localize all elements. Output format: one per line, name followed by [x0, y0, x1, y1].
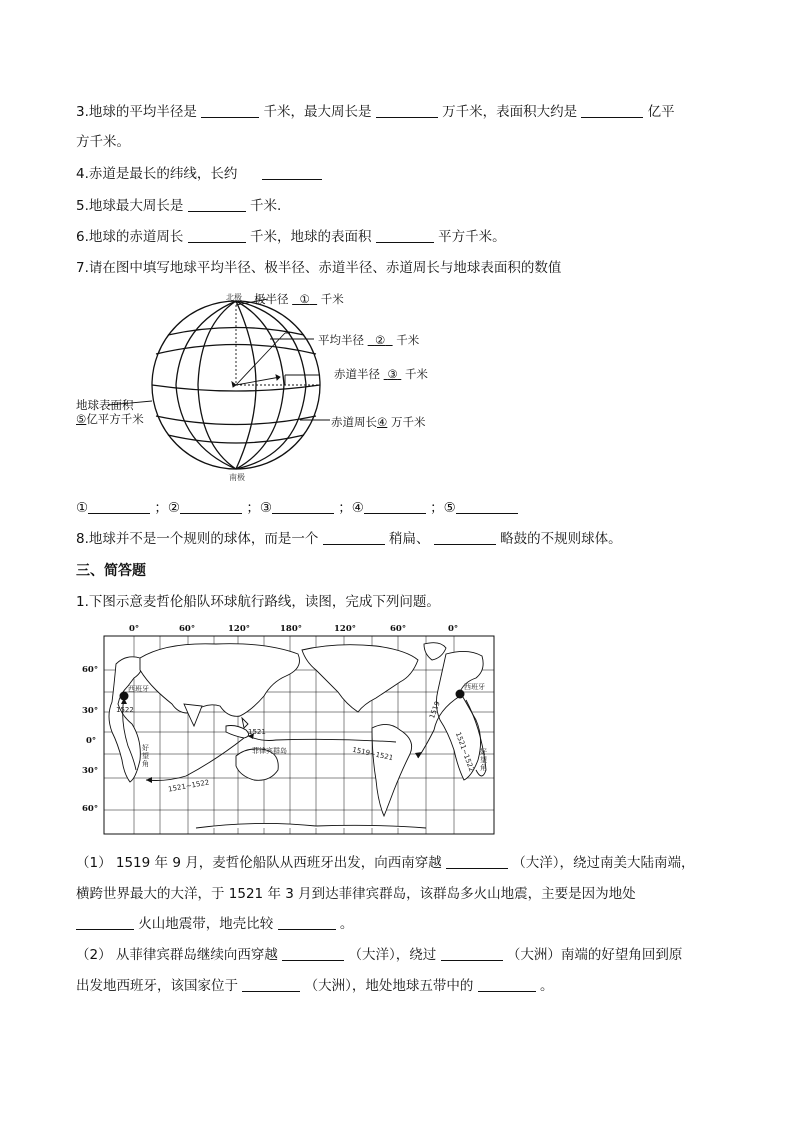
text-map-route3: 1521~1522 — [453, 731, 476, 773]
subquestion-1-line-1 — [76, 853, 724, 873]
text-globe-eqc_num: ④ — [377, 415, 388, 429]
text-map-top_lons-1: 60° — [179, 624, 196, 634]
subquestion-2-line-1 — [76, 945, 724, 965]
text-p2-f: 。 — [539, 978, 554, 994]
text-map-top_lons-6: 0° — [448, 624, 459, 634]
text-p2-e: （大洲），地处地球五带中的 — [304, 978, 474, 994]
text-p1-a: （1） 1519 年 9 月，麦哲伦船队从西班牙出发，向西南穿越 — [76, 855, 442, 871]
question-4 — [76, 164, 724, 184]
answer-blank[interactable] — [188, 228, 246, 243]
q6-text-b: 千米，地球的表面积 — [249, 229, 372, 245]
answer-blank[interactable] — [188, 197, 246, 212]
text-p1-d: 火山地震带，地壳比较 — [138, 916, 274, 932]
text-globe-equr_num: ③ — [387, 367, 398, 381]
text-globe-area_num: ⑤ — [76, 412, 87, 426]
equatorial-radius-label — [334, 366, 428, 382]
equator-circumference-label — [331, 414, 425, 430]
globe-diagram — [0, 285, 794, 505]
mean-radius-label — [318, 332, 419, 348]
q3-text-e: 方千米。 — [76, 134, 130, 150]
text-globe-mean: 平均半径 — [318, 333, 364, 347]
text-answers-n5: ⑤ — [443, 500, 456, 516]
q7-text-a: 7.请在图中填写地球平均半径、极半径、赤道半径、赤道周长与地球表面积的数值 — [76, 260, 562, 276]
q4-text-a: 4.赤道是最长的纬线，长约 — [76, 166, 238, 182]
text-globe-polar_unit: 千米 — [320, 292, 344, 306]
text-map-cape_l: 好望角 — [142, 744, 149, 768]
q5-text-b: 千米. — [249, 198, 282, 214]
answer-blank[interactable] — [376, 228, 434, 243]
q3-text-a: 3.地球的平均半径是 — [76, 104, 197, 120]
magellan-route-map — [76, 620, 496, 838]
text-q8-b: 稍扁、 — [388, 531, 430, 547]
text-map-top_lons-5: 60° — [390, 624, 407, 634]
polar-radius-label — [254, 291, 344, 307]
text-q8-c: 略鼓的不规则球体。 — [500, 531, 622, 547]
answer-blank[interactable] — [434, 530, 496, 545]
text-globe-polar: 极半径 — [254, 292, 289, 306]
question-5 — [76, 196, 724, 216]
text-p1-c: 横跨世界最大的大洋，于 1521 年 3 月到达菲律宾群岛，该群岛多火山地震，主要是因为地处 — [76, 886, 636, 902]
text-map-y1519: 1519 — [428, 700, 442, 720]
q5-text-a: 5.地球最大周长是 — [76, 198, 184, 214]
subquestion-1-line-3 — [76, 914, 724, 934]
text-answers-n3: ③ — [259, 500, 272, 516]
text-globe-mean_num: ② — [374, 333, 386, 347]
question-8 — [76, 529, 724, 549]
text-p1-e: 。 — [339, 916, 354, 932]
q3-text-d: 亿平 — [647, 104, 675, 120]
text-map-lats-4: 60° — [82, 804, 99, 814]
text-map-spain_r: 西班牙 — [464, 683, 485, 691]
section-heading: 三、简答题 — [76, 563, 146, 579]
text-map-route2: 1521~1522 — [167, 778, 210, 794]
answer-blank[interactable] — [201, 103, 259, 118]
text-globe-area2: 亿平方千米 — [86, 412, 144, 426]
text-map-lats-2: 0° — [86, 736, 97, 746]
answer-blank[interactable] — [456, 499, 518, 514]
text-map-y1521: 1521 — [248, 728, 266, 736]
text-map-top_lons-2: 120° — [228, 624, 250, 634]
text-globe-eqc_unit: 万千米 — [390, 415, 426, 429]
subquestion-2-line-2 — [76, 976, 724, 996]
text-answers-sep: ； — [154, 500, 168, 516]
text-answers-n1: ① — [76, 500, 89, 516]
text-map-top_lons-4: 120° — [334, 624, 356, 634]
text-globe-equr_unit: 千米 — [404, 367, 428, 381]
subquestion-1-line-2 — [76, 884, 724, 904]
answer-blank[interactable] — [376, 103, 438, 118]
text-answers-sep: ； — [246, 500, 260, 516]
q6-text-c: 平方千米。 — [438, 229, 506, 245]
text-globe-equr: 赤道半径 — [334, 367, 380, 381]
answer-blank[interactable] — [180, 499, 242, 514]
text-globe-eqc: 赤道周长 — [331, 415, 377, 429]
answer-blank[interactable] — [262, 165, 322, 180]
text-map-lats-1: 30° — [82, 706, 99, 716]
north-pole-label: 北极 — [226, 293, 242, 302]
text-globe-polar_num: ① — [299, 292, 310, 306]
answer-blank[interactable] — [278, 915, 336, 930]
text-globe-area1: 地球表面积 — [76, 398, 134, 412]
text-globe-mean_unit: 千米 — [396, 333, 420, 347]
text-map-cape_r: 好望角 — [480, 748, 487, 772]
text-q8-a: 8.地球并不是一个规则的球体，而是一个 — [76, 531, 319, 547]
question-3-cont — [76, 132, 724, 152]
question-7 — [76, 258, 724, 278]
answer-blank[interactable] — [242, 977, 300, 992]
text-answers-sep: ； — [338, 500, 352, 516]
text-map-top_lons-0: 0° — [129, 624, 140, 634]
answer-blank[interactable] — [364, 499, 426, 514]
text-map-route1: 1519~1521 — [351, 745, 394, 763]
text-map-y1522: 1522 — [116, 706, 134, 714]
text-p2-d: 出发地西班牙，该国家位于 — [76, 978, 238, 994]
text-map-lats-0: 60° — [82, 665, 99, 675]
text-map-spain_l: 西班牙 — [128, 685, 149, 693]
south-pole-label: 南极 — [229, 473, 245, 482]
text-answers-n2: ② — [167, 500, 181, 516]
surface-area-label — [76, 398, 144, 426]
text-p2-c: （大洲）南端的好望角回到原 — [506, 947, 683, 963]
answer-blank[interactable] — [323, 530, 385, 545]
answer-blank[interactable] — [441, 946, 503, 961]
q3-text-b: 千米，最大周长是 — [263, 104, 372, 120]
answer-blank[interactable] — [272, 499, 334, 514]
answer-blank[interactable] — [76, 915, 134, 930]
answer-blank[interactable] — [581, 103, 643, 118]
text-map-top_lons-3: 180° — [280, 624, 302, 634]
text-answers-sep: ； — [430, 500, 444, 516]
text-p2-b: （大洋），绕过 — [348, 947, 437, 963]
answer-blank[interactable] — [478, 977, 536, 992]
text-map-philippines: 菲律宾群岛 — [252, 747, 287, 755]
answer-blank[interactable] — [446, 854, 508, 869]
q3-text-c: 万千米，表面积大约是 — [442, 104, 578, 120]
question-3 — [76, 102, 724, 122]
text-p2-a: （2） 从菲律宾群岛继续向西穿越 — [76, 947, 278, 963]
answer-blank[interactable] — [282, 946, 344, 961]
text-s1-a: 1.下图示意麦哲伦船队环球航行路线，读图，完成下列问题。 — [76, 594, 440, 610]
q7-answer-row — [76, 498, 724, 518]
answer-blank[interactable] — [88, 499, 150, 514]
text-map-lats-3: 30° — [82, 766, 99, 776]
q6-text-a: 6.地球的赤道周长 — [76, 229, 184, 245]
short-answer-1-intro — [76, 592, 724, 612]
text-answers-n4: ④ — [351, 500, 364, 516]
question-6 — [76, 227, 724, 247]
text-p1-b: （大洋），绕过南美大陆南端， — [512, 855, 695, 871]
